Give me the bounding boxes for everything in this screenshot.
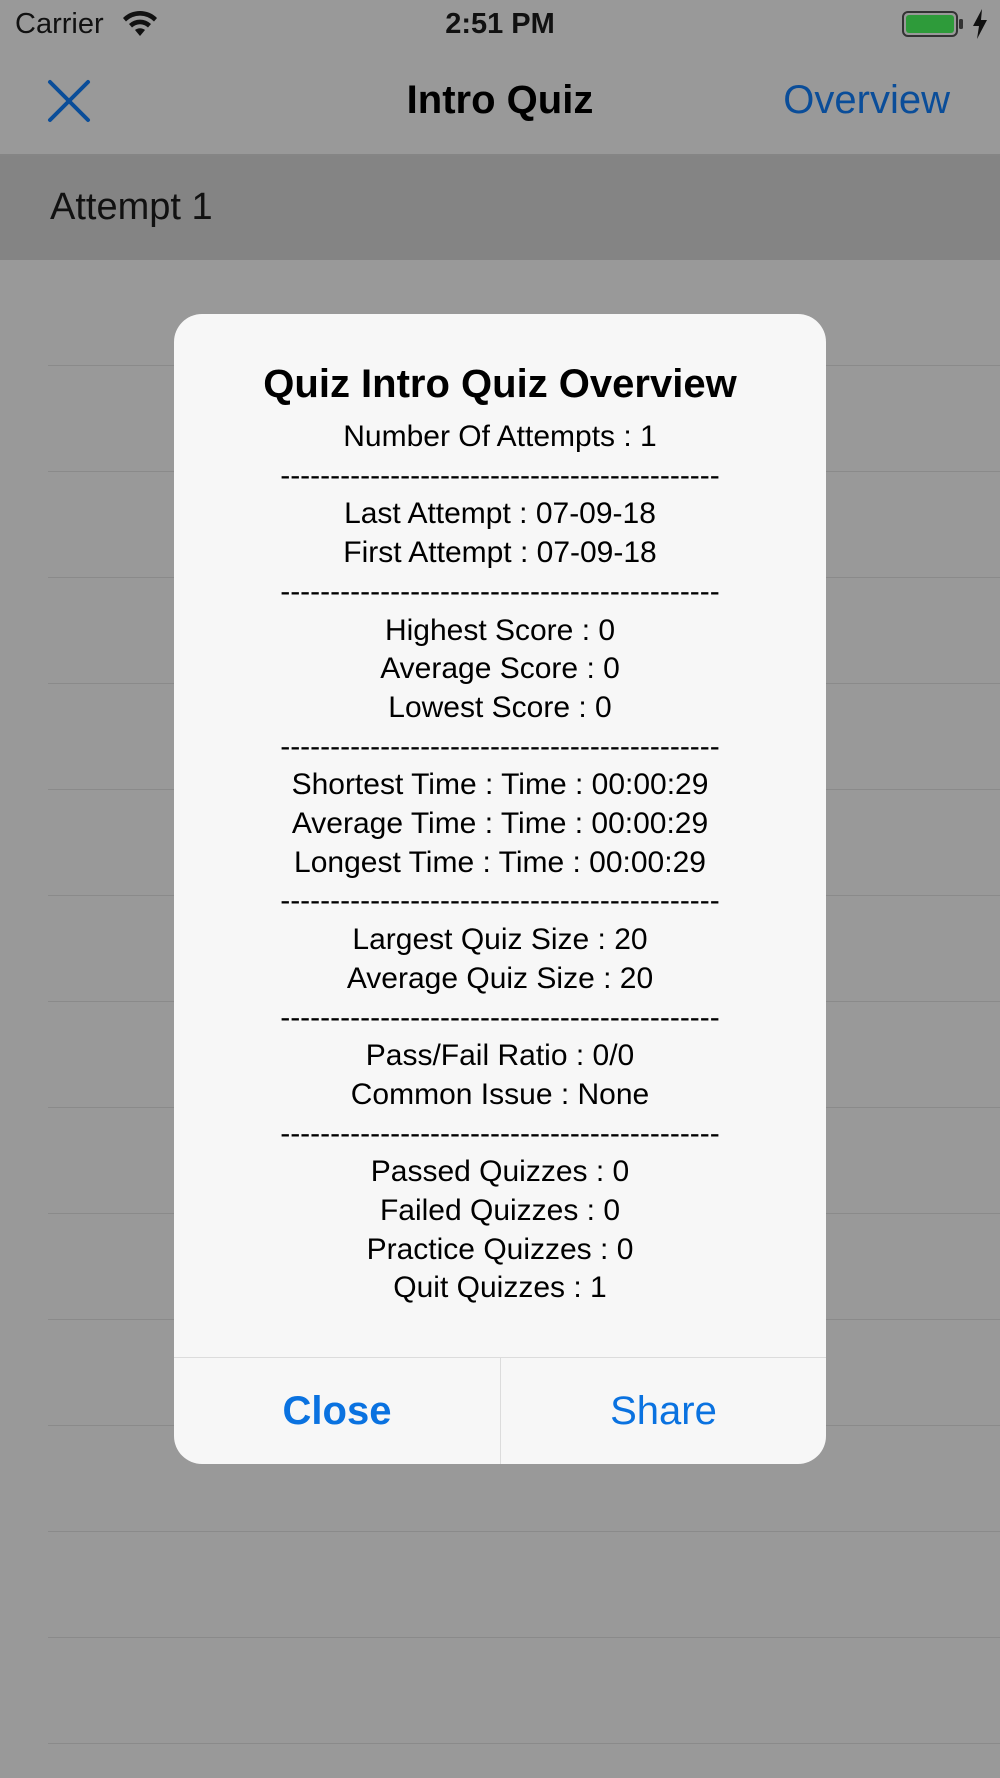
stat-line: Lowest Score : 0 bbox=[388, 690, 612, 724]
overview-alert bbox=[174, 314, 826, 1464]
separator: -------------------------------------------- bbox=[280, 458, 720, 492]
stat-line: Last Attempt : 07-09-18 bbox=[344, 497, 656, 531]
separator: -------------------------------------------- bbox=[280, 1116, 720, 1150]
overview-button[interactable]: Overview bbox=[783, 78, 950, 122]
share-button[interactable]: Share bbox=[500, 1358, 826, 1464]
stat-line: Largest Quiz Size : 20 bbox=[352, 923, 648, 957]
status-time: 2:51 PM bbox=[445, 8, 555, 40]
stat-line: Longest Time : Time : 00:00:29 bbox=[294, 845, 706, 879]
stat-line: Failed Quizzes : 0 bbox=[379, 1194, 621, 1228]
section-header bbox=[0, 156, 1000, 260]
stat-line: Quit Quizzes : 1 bbox=[393, 1271, 607, 1305]
table-row[interactable] bbox=[48, 1638, 1000, 1744]
stat-line: Average Quiz Size : 20 bbox=[346, 961, 654, 995]
table-row[interactable] bbox=[48, 1532, 1000, 1638]
stat-line: Passed Quizzes : 0 bbox=[370, 1155, 630, 1189]
separator: -------------------------------------------- bbox=[280, 729, 720, 763]
battery-icon bbox=[902, 10, 964, 38]
separator: -------------------------------------------- bbox=[280, 1000, 720, 1034]
stat-line: Highest Score : 0 bbox=[384, 613, 616, 647]
alert-actions bbox=[174, 1357, 826, 1464]
status-bar bbox=[0, 0, 1000, 50]
separator: -------------------------------------------- bbox=[280, 574, 720, 608]
alert-title: Quiz Intro Quiz Overview bbox=[263, 362, 737, 406]
stat-line: Average Time : Time : 00:00:29 bbox=[291, 807, 709, 841]
section-header-label: Attempt 1 bbox=[50, 186, 213, 228]
close-button[interactable]: Close bbox=[282, 1389, 392, 1433]
stat-line: Average Score : 0 bbox=[380, 652, 620, 686]
stat-line: Practice Quizzes : 0 bbox=[366, 1232, 634, 1266]
navigation-bar bbox=[0, 50, 1000, 156]
stat-line: Common Issue : None bbox=[350, 1077, 650, 1111]
stat-line: First Attempt : 07-09-18 bbox=[343, 536, 657, 570]
stat-line: Shortest Time : Time : 00:00:29 bbox=[291, 768, 709, 802]
carrier-label: Carrier bbox=[15, 8, 104, 40]
stat-line: Number Of Attempts : 1 bbox=[343, 420, 657, 453]
charging-bolt-icon bbox=[970, 8, 990, 40]
alert-message bbox=[174, 418, 826, 1308]
page-title: Intro Quiz bbox=[406, 78, 594, 122]
stat-line: Pass/Fail Ratio : 0/0 bbox=[365, 1039, 635, 1073]
separator: -------------------------------------------- bbox=[280, 884, 720, 918]
